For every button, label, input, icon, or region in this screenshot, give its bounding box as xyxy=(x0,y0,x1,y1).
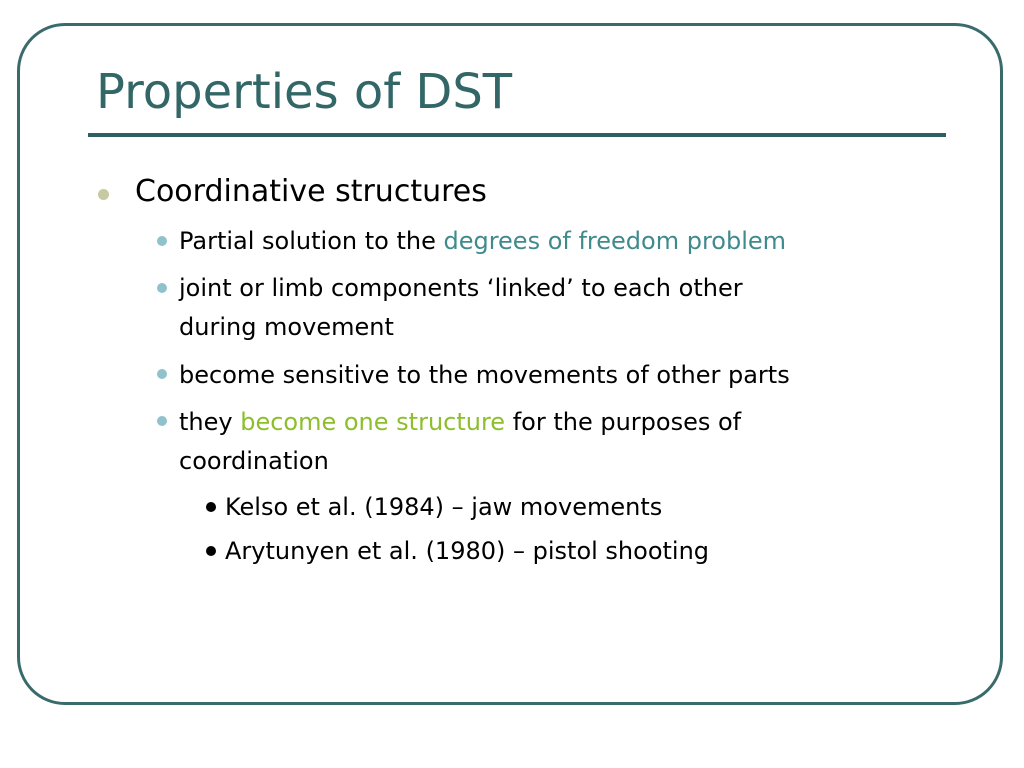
bullet-become-sensitive: become sensitive to the movements of other parts xyxy=(179,361,790,389)
bullet-kelso: Kelso et al. (1984) – jaw movements xyxy=(225,493,663,521)
bullet-joint-limb-line2: during movement xyxy=(179,313,394,341)
bullet-dot-level1 xyxy=(98,189,109,200)
bullet-text: for the purposes of xyxy=(505,408,742,436)
bullet-coordination-continuation: coordination xyxy=(179,447,329,475)
bullet-coordinative-structures: Coordinative structures xyxy=(135,174,487,209)
slide-title: Properties of DST xyxy=(96,64,513,120)
bullet-dot-level3 xyxy=(206,502,216,512)
bullet-dot-level2 xyxy=(157,283,167,293)
bullet-dot-level2 xyxy=(157,416,167,426)
highlight-degrees-of-freedom: degrees of freedom problem xyxy=(443,227,787,255)
bullet-dot-level2 xyxy=(157,236,167,246)
highlight-become-one-structure: become one structure xyxy=(240,408,506,436)
bullet-joint-limb-line1: joint or limb components ‘linked’ to each other xyxy=(179,274,743,302)
bullet-become-one-structure xyxy=(179,404,741,440)
bullet-text: they xyxy=(179,408,241,436)
bullet-arytunyen: Arytunyen et al. (1980) – pistol shooting xyxy=(225,537,710,565)
bullet-dot-level2 xyxy=(157,369,167,379)
bullet-text: Partial solution to the xyxy=(179,227,444,255)
bullet-partial-solution xyxy=(179,223,786,259)
bullet-dot-level3 xyxy=(206,546,216,556)
